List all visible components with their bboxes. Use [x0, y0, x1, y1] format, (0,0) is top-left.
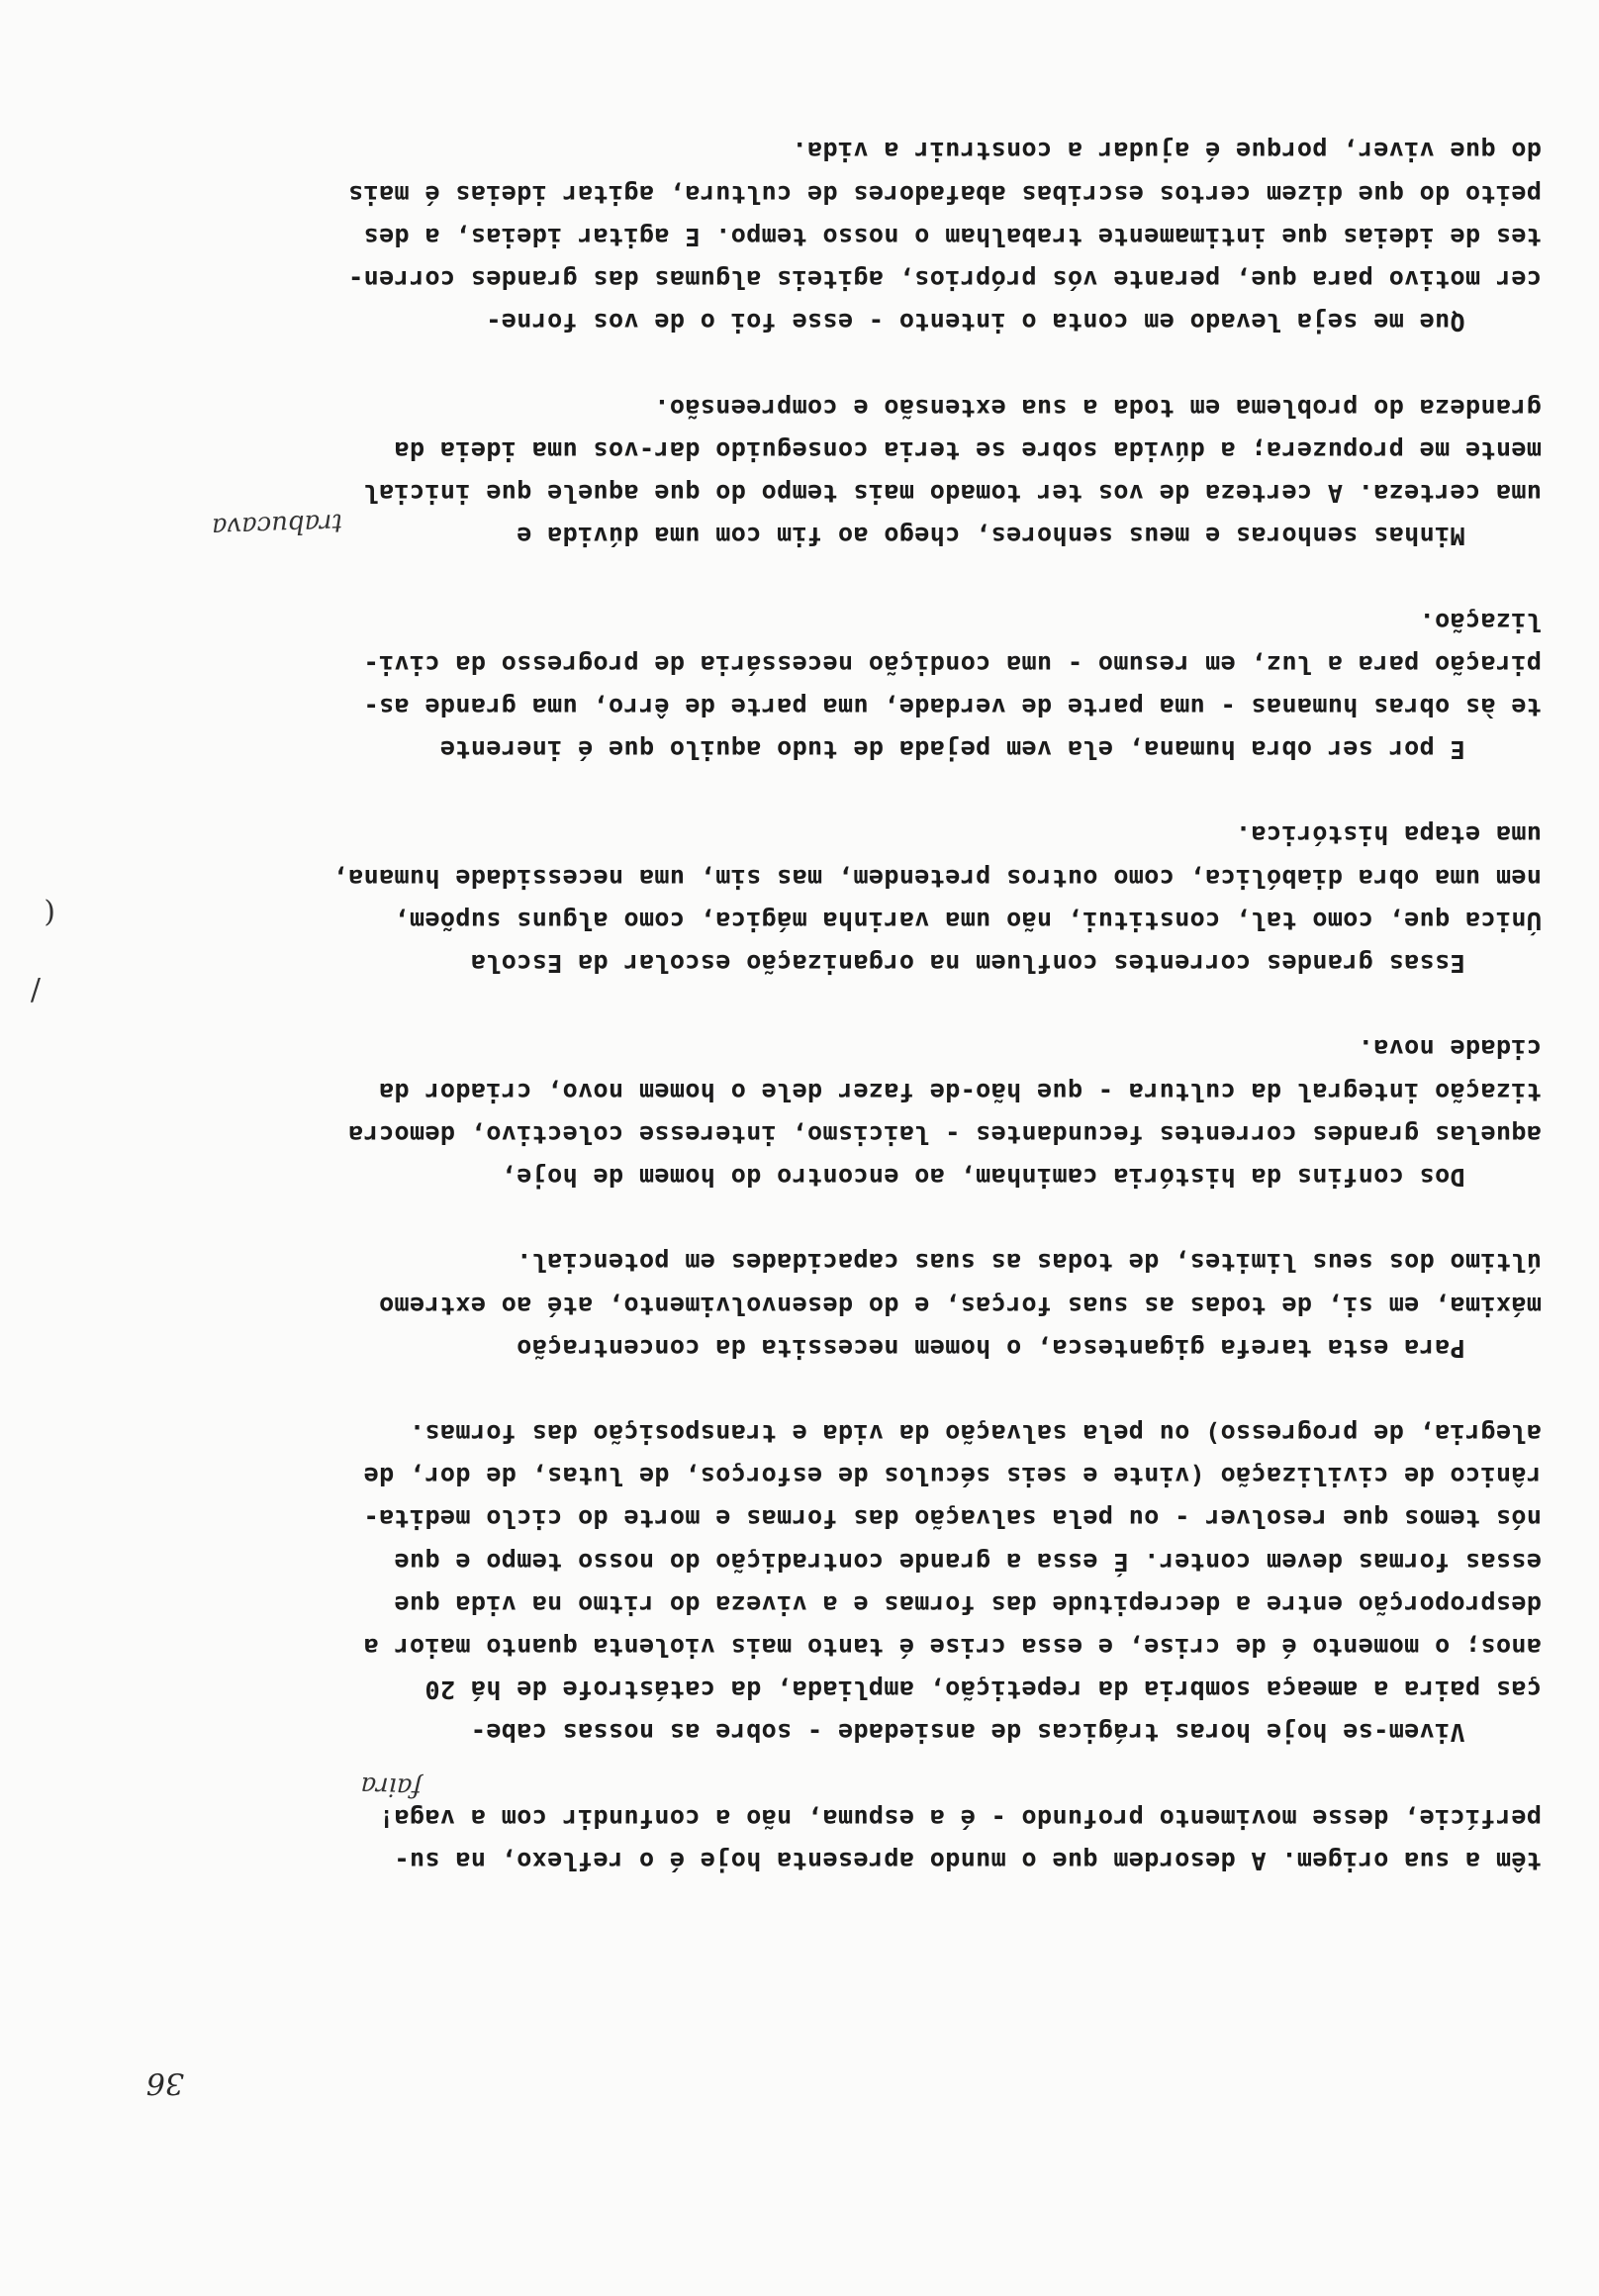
text-line: alegria, de progresso) ou pela salvação da vida e transposição das formas. — [409, 1419, 1542, 1449]
paragraph-gap — [57, 1370, 1542, 1412]
text-line: cer motivo para que, perante vós próprios, agiteis algumas das grandes corren- — [347, 265, 1542, 295]
text-line: Única que, como tal, constitui, não uma varinha mágica, como alguns supõem, — [394, 906, 1542, 935]
paragraph-gap — [57, 557, 1542, 600]
paragraph-gap — [57, 1198, 1542, 1241]
text-line: Que me seja levado em conta o intento - esse foi o de vos forne- — [485, 308, 1542, 337]
text-line: último dos seus limites, de todas as suas capacidades em potencial. — [516, 1248, 1542, 1278]
text-line: desproporção entre a decrepitude das formas e a viveza do ritmo na vida que — [394, 1589, 1542, 1619]
text-line: tes de ideias que intimamente trabalham o nosso tempo. E agitar ideias, a des — [363, 222, 1542, 251]
text-line: Vivem-se hoje horas trágicas de ansiedade - sobre as nossas cabe- — [470, 1718, 1542, 1748]
text-line: anos; o momento é de crise, e essa crise é tanto mais violenta quanto maior a — [363, 1633, 1542, 1663]
text-line: peito do que dizem certos escribas abafadores de cultura, agitar ideias é mais — [347, 179, 1542, 209]
text-line: nós temos que resolver - ou pela salvação das formas e morte do ciclo medita- — [363, 1504, 1542, 1534]
text-line: Para esta tarefa gigantesca, o homem necessita da concentração — [516, 1333, 1542, 1363]
text-line: ças paira a ameaça sombria da repetição, ampliada, da catástrofe de há 20 — [424, 1675, 1542, 1705]
text-line: grandeza do problema em toda a sua extensão e compreensão. — [654, 393, 1542, 423]
handwritten-note-middle: trabucava — [211, 507, 343, 542]
text-line: piração para a luz, em resumo - uma condição necessária de progresso da civi- — [363, 649, 1542, 679]
text-line: do que viver, porque é ajudar a construir a vida. — [792, 137, 1542, 166]
text-line: te às obras humanas - uma parte de verdade, uma parte de êrro, uma grande as- — [363, 692, 1542, 721]
text-line: lização. — [1419, 607, 1542, 636]
margin-tick-mark-2: ( — [44, 896, 55, 930]
text-line: uma certeza. A certeza de vos ter tomado mais tempo do que aquele que inicial — [363, 479, 1542, 508]
typed-text-body — [57, 130, 1542, 1882]
text-line: Dos confins da história caminham, ao encontro do homem de hoje, — [501, 1163, 1542, 1192]
text-line: cidade nova. — [1358, 1034, 1542, 1064]
paragraph-gap — [57, 343, 1542, 386]
text-line: essas formas devem conter. É essa a grande contradição do nosso tempo e que — [394, 1547, 1542, 1577]
text-line: Minhas senhoras e meus senhores, chego ao fim com uma dúvida e — [516, 522, 1542, 551]
text-line: tização integral da cultura - que hão-de fazer dele o homem novo, criador da — [378, 1077, 1542, 1106]
page-number: 36 — [145, 2065, 184, 2100]
paragraph-gap — [57, 985, 1542, 1027]
text-line: uma etapa histórica. — [1235, 820, 1542, 850]
paragraph-gap — [57, 771, 1542, 813]
text-line: mente me propuzera; a dúvida sobre se teria conseguido dar-vos uma ideia da — [394, 435, 1542, 465]
text-line: nem uma obra diabólica, como outros pretendem, mas sim, uma necessidade humana, — [332, 863, 1542, 893]
paragraph-gap — [57, 1754, 1542, 1796]
handwritten-note-top: faira — [360, 1770, 423, 1803]
text-line: aquelas grandes correntes fecundantes - laicismo, interesse colectivo, democra — [347, 1119, 1542, 1149]
text-line: máxima, em si, de todas as suas forças, e do desenvolvimento, até ao extremo — [378, 1291, 1542, 1320]
text-line: têm a sua origem. A desordem que o mundo apresenta hoje é o reflexo, na su- — [394, 1847, 1542, 1875]
margin-tick-mark: / — [30, 973, 41, 1007]
text-line: rânico de civilização (vinte e seis séculos de esforços, de lutas, de dor, de — [363, 1462, 1542, 1491]
text-line: perfície, desse movimento profundo - é a espuma, não a confundir com a vaga! — [378, 1803, 1542, 1833]
text-line: Essas grandes correntes confluem na organização escolar da Escola — [470, 949, 1542, 979]
text-line: E por ser obra humana, ela vem pejada de tudo aquilo que é inerente — [439, 735, 1542, 765]
